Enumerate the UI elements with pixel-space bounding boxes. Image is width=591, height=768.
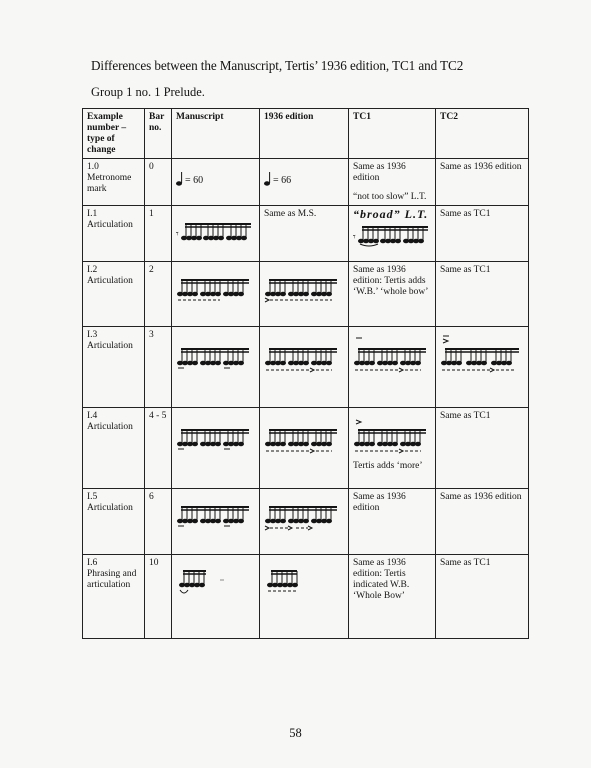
bar-cell: 0	[145, 159, 172, 206]
music-excerpt	[176, 566, 236, 600]
manuscript-cell	[172, 555, 260, 639]
page-heading: Differences between the Manuscript, Tertis’ 1936 edition, TC1 and TC2	[91, 58, 464, 73]
handwritten-annotation: “broad” L.T.	[353, 207, 429, 221]
manuscript-cell	[172, 489, 260, 555]
table-row	[83, 408, 529, 489]
tc1-cell: Same as 1936 edition: Tertis adds ‘W.B.’ ‘whole bow’	[349, 262, 436, 327]
table-row	[83, 489, 529, 555]
header-tc1: TC1	[349, 109, 436, 159]
manuscript-cell	[172, 327, 260, 408]
edition1936-cell: Same as M.S.	[260, 206, 349, 262]
music-excerpt	[264, 425, 344, 459]
tc2-cell: Same as TC1	[436, 262, 529, 327]
example-id: I.5	[87, 492, 98, 502]
tc1-cell	[349, 327, 436, 408]
edition1936-cell	[260, 489, 349, 555]
example-id: I.1	[87, 209, 98, 219]
bar-cell: 6	[145, 489, 172, 555]
tc2-cell	[436, 327, 529, 408]
table-row	[83, 327, 529, 408]
tc2-cell: Same as TC1	[436, 555, 529, 639]
example-id: I.6	[87, 558, 98, 568]
bar-cell: 10	[145, 555, 172, 639]
music-excerpt	[264, 275, 344, 309]
tc1-cell	[349, 408, 436, 489]
quarter-note-icon	[264, 172, 271, 186]
tc2-cell: Same as TC1	[436, 408, 529, 489]
change-type: Articulation	[87, 503, 133, 513]
example-cell	[83, 327, 145, 408]
music-excerpt	[440, 334, 526, 378]
tempo-value: = 66	[273, 175, 292, 186]
example-cell	[83, 408, 145, 489]
tc1-text: Same as 1936 edition	[353, 162, 406, 183]
table-row	[83, 206, 529, 262]
change-type: Phrasing and articulation	[87, 569, 137, 590]
metronome-mark	[176, 172, 203, 186]
music-excerpt	[264, 566, 324, 600]
music-excerpt	[264, 344, 344, 378]
manuscript-cell	[172, 159, 260, 206]
header-example: Example number – type of change	[83, 109, 145, 159]
bar-cell: 1	[145, 206, 172, 262]
header-bar: Bar no.	[145, 109, 172, 159]
comparison-table	[82, 108, 529, 639]
music-excerpt	[353, 417, 433, 459]
section-subheading: Group 1 no. 1 Prelude.	[91, 85, 205, 99]
tc2-cell: Same as 1936 edition	[436, 159, 529, 206]
example-cell	[83, 159, 145, 206]
tc1-cell: Same as 1936 edition: Tertis indicated W.B. ‘Whole Bow’	[349, 555, 436, 639]
edition1936-cell	[260, 262, 349, 327]
bar-cell: 2	[145, 262, 172, 327]
change-type: Articulation	[87, 422, 133, 432]
tc1-cell: Same as 1936 edition	[349, 489, 436, 555]
page-number: 58	[289, 726, 302, 740]
header-1936-edition: 1936 edition	[260, 109, 349, 159]
header-tc2: TC2	[436, 109, 529, 159]
change-type: Articulation	[87, 341, 133, 351]
tc1-cell	[349, 159, 436, 206]
tc1-note: “not too slow” L.T.	[353, 192, 427, 202]
example-id: I.4	[87, 411, 98, 421]
change-type: Metronome mark	[87, 173, 132, 194]
example-cell	[83, 555, 145, 639]
tc2-cell: Same as 1936 edition	[436, 489, 529, 555]
edition1936-cell	[260, 159, 349, 206]
bar-cell: 4 - 5	[145, 408, 172, 489]
table-row	[83, 159, 529, 206]
table-header-row	[83, 109, 529, 159]
tempo-value: = 60	[185, 175, 204, 186]
manuscript-cell	[172, 262, 260, 327]
music-excerpt	[353, 222, 433, 248]
music-excerpt	[176, 275, 256, 309]
tc1-note: Tertis adds ‘more’	[353, 461, 423, 471]
music-excerpt	[176, 215, 256, 245]
edition1936-cell	[260, 555, 349, 639]
change-type: Articulation	[87, 276, 133, 286]
header-manuscript: Manuscript	[172, 109, 260, 159]
example-id: I.2	[87, 265, 98, 275]
metronome-mark	[264, 172, 291, 186]
svg-text:𝄾: 𝄾	[353, 232, 356, 243]
change-type: Articulation	[87, 220, 133, 230]
example-id: 1.0	[87, 162, 99, 172]
music-excerpt	[176, 344, 256, 378]
svg-text:𝄾: 𝄾	[176, 229, 179, 240]
bar-cell: 3	[145, 327, 172, 408]
example-cell	[83, 206, 145, 262]
example-cell	[83, 489, 145, 555]
quarter-note-icon	[176, 172, 183, 186]
music-excerpt	[264, 502, 344, 536]
music-excerpt	[176, 425, 256, 459]
table-row	[83, 262, 529, 327]
table-row	[83, 555, 529, 639]
tc1-cell	[349, 206, 436, 262]
edition1936-cell	[260, 408, 349, 489]
edition1936-cell	[260, 327, 349, 408]
tc2-cell: Same as TC1	[436, 206, 529, 262]
music-excerpt	[176, 502, 256, 536]
music-excerpt	[353, 334, 433, 378]
manuscript-cell	[172, 408, 260, 489]
example-cell	[83, 262, 145, 327]
example-id: I.3	[87, 330, 98, 340]
manuscript-cell	[172, 206, 260, 262]
